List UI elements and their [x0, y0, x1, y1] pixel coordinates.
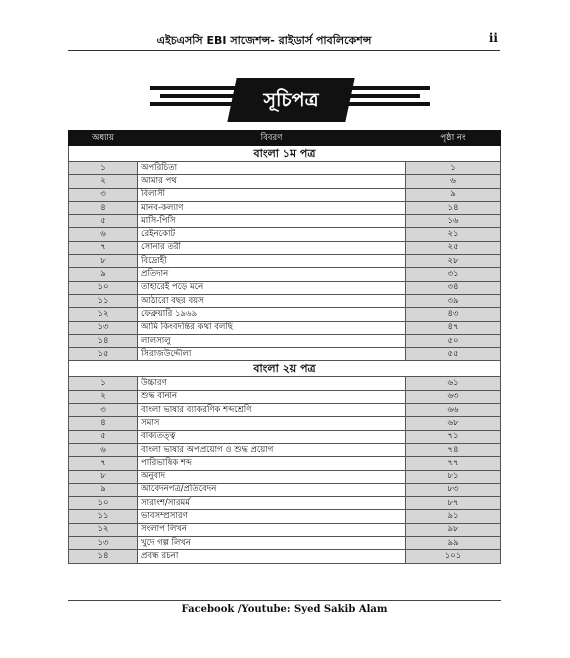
chapter-title: বিলাসী	[138, 188, 406, 201]
table-row	[69, 470, 501, 483]
page-number-cell: ৬১	[406, 377, 501, 390]
table-row	[69, 215, 501, 228]
chapter-number: ৩	[69, 404, 138, 417]
table-row	[69, 537, 501, 550]
chapter-title: আমি কিংবদন্তির কথা বলছি	[138, 321, 406, 334]
toc-body	[69, 146, 501, 564]
page-number-cell: ৩৪	[406, 281, 501, 294]
chapter-title: বাংলা ভাষার অপপ্রয়োগ ও শুদ্ধ প্রয়োগ	[138, 443, 406, 456]
section-title: বাংলা ২য় পত্র	[69, 361, 501, 377]
page-number-cell: ৯৯	[406, 537, 501, 550]
table-row	[69, 294, 501, 307]
chapter-number: ১২	[69, 308, 138, 321]
chapter-number: ৮	[69, 255, 138, 268]
table-row	[69, 175, 501, 188]
page-number-cell: ২৫	[406, 241, 501, 254]
chapter-number: ৯	[69, 268, 138, 281]
chapter-title: ফেব্রুয়ারি ১৯৬৯	[138, 308, 406, 321]
chapter-title: অপরিচিতা	[138, 162, 406, 175]
page-number-cell: ২১	[406, 228, 501, 241]
chapter-number: ৫	[69, 215, 138, 228]
page-number-cell: ৪৩	[406, 308, 501, 321]
table-row	[69, 281, 501, 294]
page-number-cell: ৭৭	[406, 457, 501, 470]
section-title: বাংলা ১ম পত্র	[69, 146, 501, 162]
chapter-number: ২	[69, 390, 138, 403]
chapter-title: বাক্যতত্ত্ব	[138, 430, 406, 443]
chapter-title: তাহারেই পড়ে মনে	[138, 281, 406, 294]
banner-title: সূচিপত্র	[263, 89, 319, 111]
banner-line	[160, 94, 236, 98]
chapter-number: ১	[69, 377, 138, 390]
table-row	[69, 550, 501, 563]
table-row	[69, 255, 501, 268]
toc-table	[68, 130, 501, 564]
table-row	[69, 443, 501, 456]
chapter-title: ভাবসম্প্রসারণ	[138, 510, 406, 523]
chapter-title: লালসালু	[138, 334, 406, 347]
chapter-title: শুদ্ধ বানান	[138, 390, 406, 403]
chapter-title: আমার পথ	[138, 175, 406, 188]
table-row	[69, 483, 501, 496]
page-number-cell: ৩১	[406, 268, 501, 281]
chapter-number: ১৩	[69, 537, 138, 550]
chapter-number: ৬	[69, 443, 138, 456]
page-number-cell: ১৬	[406, 215, 501, 228]
banner-line	[346, 102, 430, 106]
table-row	[69, 457, 501, 470]
toc-header-row	[69, 131, 501, 146]
chapter-number: ৯	[69, 483, 138, 496]
table-row	[69, 417, 501, 430]
table-row	[69, 308, 501, 321]
chapter-number: ১১	[69, 510, 138, 523]
page-number-cell: ২৮	[406, 255, 501, 268]
chapter-number: ১১	[69, 294, 138, 307]
chapter-title: রেইনকোট	[138, 228, 406, 241]
page-number: ii	[488, 31, 498, 45]
chapter-number: ৭	[69, 457, 138, 470]
chapter-title: পারিভাষিক শব্দ	[138, 457, 406, 470]
chapter-number: ৪	[69, 201, 138, 214]
section-heading-row	[69, 146, 501, 162]
chapter-title: বিদ্রোহী	[138, 255, 406, 268]
page-number-cell: ৯১	[406, 510, 501, 523]
page-number-cell: ১০১	[406, 550, 501, 563]
page-number-cell: ৯৮	[406, 523, 501, 536]
table-row	[69, 228, 501, 241]
table-row	[69, 430, 501, 443]
table-row	[69, 523, 501, 536]
table-row	[69, 390, 501, 403]
page-number-cell: ৮১	[406, 470, 501, 483]
banner-line	[150, 86, 236, 90]
table-row	[69, 321, 501, 334]
chapter-title: প্রতিদান	[138, 268, 406, 281]
chapter-title: সংলাপ লিখন	[138, 523, 406, 536]
chapter-number: ২	[69, 175, 138, 188]
page-number-cell: ১	[406, 162, 501, 175]
page-number-cell: ৬৮	[406, 417, 501, 430]
table-row	[69, 510, 501, 523]
page-number-cell: ১৪	[406, 201, 501, 214]
chapter-column-header: অধ্যায়	[69, 131, 138, 146]
chapter-number: ৮	[69, 470, 138, 483]
page-number-cell: ৮৩	[406, 483, 501, 496]
toc-banner	[150, 70, 430, 126]
page-number-cell: ৯	[406, 188, 501, 201]
chapter-title: খুদে গল্প লিখন	[138, 537, 406, 550]
chapter-title: বাংলা ভাষার ব্যাকরণিক শব্দশ্রেণি	[138, 404, 406, 417]
table-row	[69, 497, 501, 510]
page-number-cell: ৫৫	[406, 348, 501, 361]
chapter-number: ১৪	[69, 334, 138, 347]
chapter-title: মানব-কল্যাণ	[138, 201, 406, 214]
chapter-title: সারাংশ/সারমর্ম	[138, 497, 406, 510]
page-number-cell: ৬৬	[406, 404, 501, 417]
chapter-title: সোনার তরী	[138, 241, 406, 254]
chapter-number: ১৪	[69, 550, 138, 563]
banner-line	[346, 86, 430, 90]
table-row	[69, 334, 501, 347]
page-footer: Facebook /Youtube: Syed Sakib Alam	[68, 600, 501, 615]
page-number-cell: ৩৯	[406, 294, 501, 307]
page-column-header: পৃষ্ঠা নং	[406, 131, 501, 146]
chapter-number: ৩	[69, 188, 138, 201]
header-title: এইচএসসি EBI সাজেশন্স- রাইডার্স পাবলিকেশন্স	[156, 34, 372, 47]
chapter-number: ৭	[69, 241, 138, 254]
chapter-title: অনুবাদ	[138, 470, 406, 483]
page-number-cell: ৪৭	[406, 321, 501, 334]
chapter-number: ১৩	[69, 321, 138, 334]
banner-line	[150, 102, 236, 106]
table-row	[69, 241, 501, 254]
table-row	[69, 188, 501, 201]
chapter-title: সিরাজউদ্দৌলা	[138, 348, 406, 361]
banner-line	[346, 94, 420, 98]
chapter-number: ১৫	[69, 348, 138, 361]
chapter-title: সমাস	[138, 417, 406, 430]
chapter-title: আবেদনপত্র/প্রতিবেদন	[138, 483, 406, 496]
chapter-title: মাসি-পিসি	[138, 215, 406, 228]
chapter-number: ৬	[69, 228, 138, 241]
table-row	[69, 377, 501, 390]
table-row	[69, 348, 501, 361]
chapter-number: ১০	[69, 281, 138, 294]
page-number-cell: ৫০	[406, 334, 501, 347]
table-row	[69, 404, 501, 417]
page-number-cell: ৬৩	[406, 390, 501, 403]
page-number-cell: ৮৭	[406, 497, 501, 510]
chapter-number: ১২	[69, 523, 138, 536]
chapter-number: ৪	[69, 417, 138, 430]
chapter-title: প্রবন্ধ রচনা	[138, 550, 406, 563]
chapter-title: আঠারো বছর বয়স	[138, 294, 406, 307]
chapter-title: উচ্চারণ	[138, 377, 406, 390]
chapter-number: ৫	[69, 430, 138, 443]
page-header	[68, 30, 500, 51]
table-row	[69, 162, 501, 175]
chapter-number: ১০	[69, 497, 138, 510]
chapter-number: ১	[69, 162, 138, 175]
description-column-header: বিবরণ	[138, 131, 406, 146]
page-number-cell: ৭১	[406, 430, 501, 443]
table-row	[69, 268, 501, 281]
section-heading-row	[69, 361, 501, 377]
page-number-cell: ৭৪	[406, 443, 501, 456]
table-row	[69, 201, 501, 214]
page-number-cell: ৬	[406, 175, 501, 188]
